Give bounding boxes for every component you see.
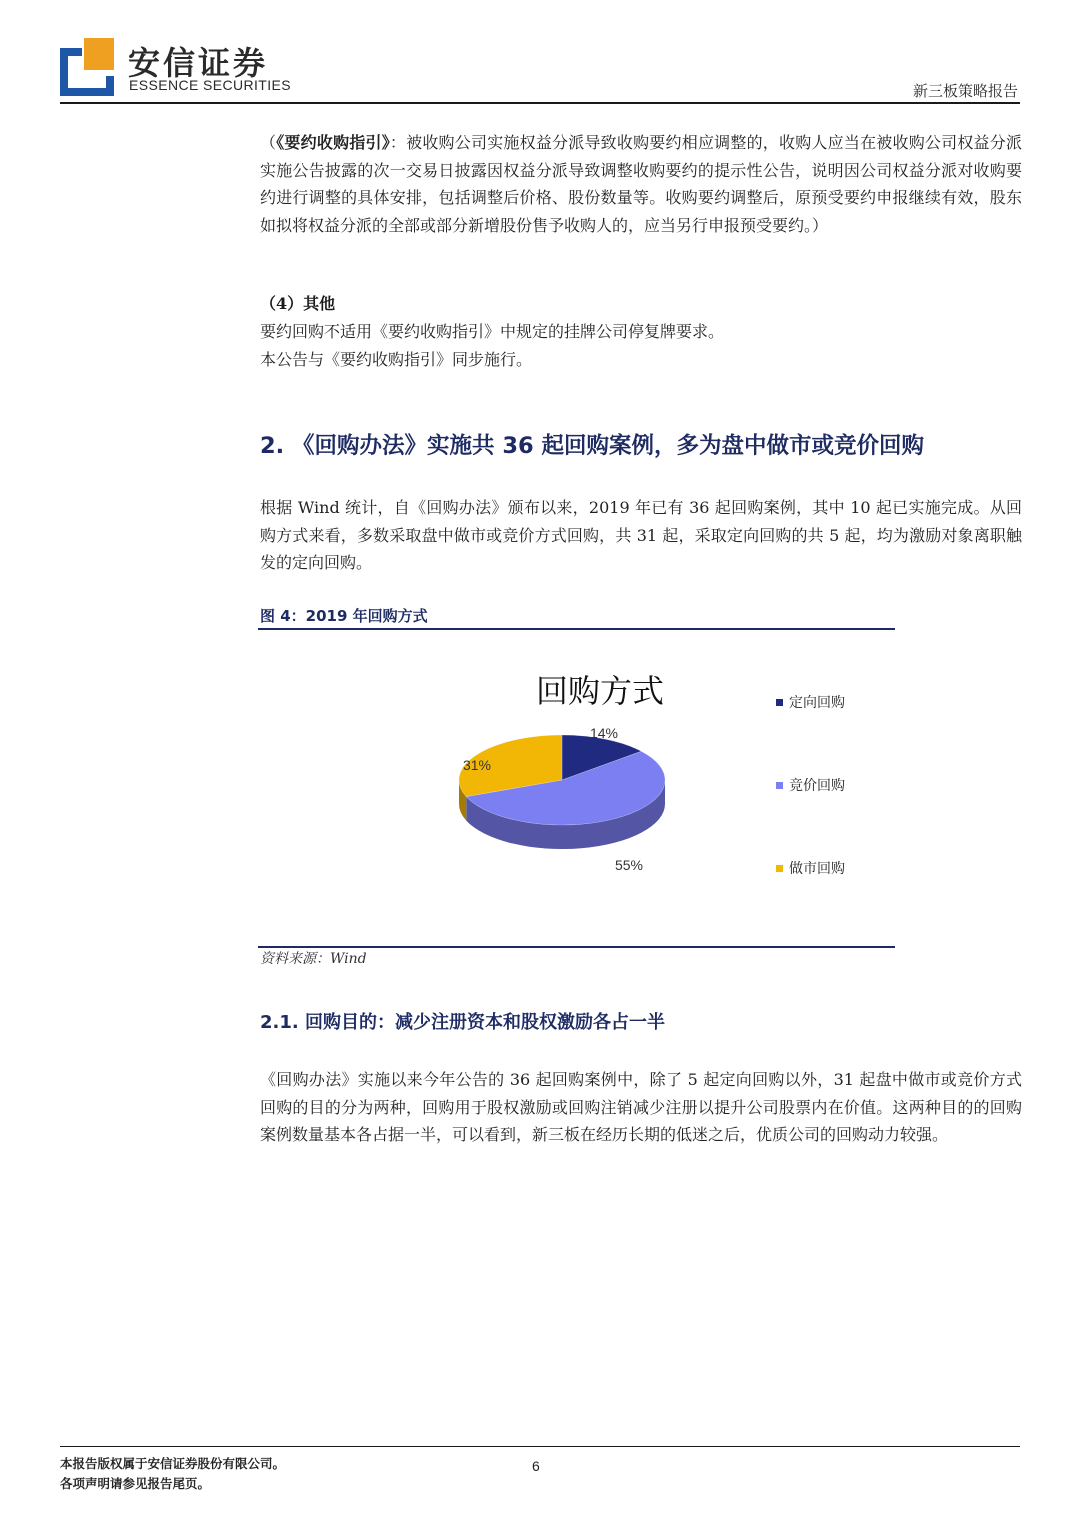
figure-top-rule — [258, 628, 895, 630]
pie-chart — [258, 632, 895, 944]
pie-value-label: 14% — [589, 725, 619, 741]
other-line-1: 要约回购不适用《要约收购指引》中规定的挂牌公司停复牌要求。 — [260, 322, 725, 341]
brand-name-en: ESSENCE SECURITIES — [129, 77, 292, 93]
intro-quote-prefix: （ — [260, 133, 277, 152]
legend-swatch — [776, 865, 783, 872]
intro-paragraph — [260, 129, 1022, 240]
pie-group — [459, 735, 665, 849]
footer-divider — [60, 1446, 1020, 1447]
figure-caption: 图 4：2019 年回购方式 — [260, 607, 428, 625]
legend-swatch — [776, 699, 783, 706]
other-heading: （4）其他 — [260, 294, 336, 313]
other-block — [260, 290, 1022, 373]
footer-disclaimer — [60, 1454, 285, 1494]
figure-source: 资料来源：Wind — [260, 951, 367, 967]
intro-quote-text: ：被收购公司实施权益分派导致收购要约相应调整的，收购人应当在被收购公司权益分派实施公告披露的次一交易日披露因权益分派导致调整收购要约的提示性公告，说明因公司权益分派对收购要约进行调整的具体安排，包括调整后价格、股份数量等。收购要约调整后，原预受要约申报继续有效，股东如拟将权益分派的全部或部分新增股份售予收购人的，应当另行申报预受要约。） — [260, 133, 1022, 236]
logo-white-cut — [90, 44, 108, 64]
section-2-body: 根据 Wind 统计，自《回购办法》颁布以来，2019 年已有 36 起回购案例，其中 10 起已实施完成。从回购方式来看，多数采取盘中做市或竞价方式回购，共 31 起，采取定向回购的共 5 起，均为激励对象离职触发的定向回购。 — [260, 498, 1022, 573]
legend-label: 定向回购 — [789, 695, 845, 711]
section-2-1-body-block — [260, 1066, 1022, 1149]
header-divider — [60, 102, 1020, 104]
report-type: 新三板策略报告 — [912, 82, 1018, 100]
section-2-body-block — [260, 494, 1022, 577]
intro-block — [260, 129, 1022, 240]
legend-label: 做市回购 — [789, 861, 845, 877]
chart-title: 回购方式 — [535, 672, 665, 710]
footer-line-2: 各项声明请参见报告尾页。 — [60, 1476, 211, 1491]
brand-name-cn: 安信证券 — [128, 44, 269, 82]
brand-logo — [60, 36, 114, 96]
section-2-title: 2. 《回购办法》实施共 36 起回购案例，多为盘中做市或竞价回购 — [260, 433, 925, 459]
section-2-1-body: 《回购办法》实施以来今年公告的 36 起回购案例中，除了 5 起定向回购以外，31 起盘中做市或竞价方式回购的目的分为两种，回购用于股权激励或回购注销减少注册以提升公司股票内在价值。这两种目的的回购案例数量基本各占据一半，可以看到，新三板在经历长期的低迷之后，优质公司的回购动力较强。 — [260, 1070, 1022, 1145]
legend-label: 竞价回购 — [789, 778, 845, 794]
other-line-2: 本公告与《要约收购指引》同步施行。 — [260, 349, 533, 369]
intro-quote-source: 《要约收购指引》 — [276, 133, 390, 152]
footer-line-1: 本报告版权属于安信证券股份有限公司。 — [60, 1456, 286, 1471]
pie-value-label: 55% — [614, 857, 644, 873]
page-number: 6 — [532, 1458, 540, 1474]
section-2-1-title: 2.1. 回购目的：减少注册资本和股权激励各占一半 — [260, 1012, 665, 1033]
legend-swatch — [776, 782, 783, 789]
pie-legend — [776, 695, 845, 877]
pie-value-label: 31% — [462, 757, 492, 773]
